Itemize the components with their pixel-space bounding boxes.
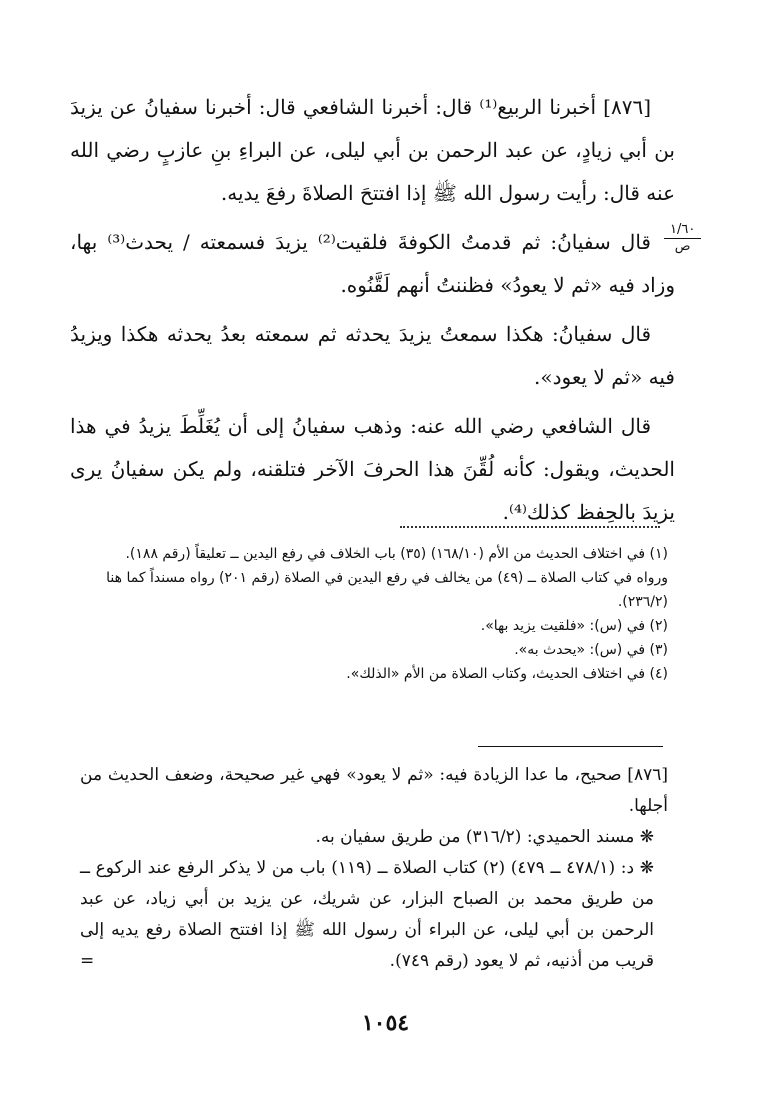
footnote-3: (٣) في (س): «يحدث به». [514,642,668,658]
commentary-separator [478,746,663,747]
abu-dawud-text: ❋ د: (٤٧٨/١ ــ ٤٧٩) (٢) كتاب الصلاة ــ (١١٩) باب من لا يذكر الرفع عند الركوع ــ من طريق محمد بن الصباح البزار، عن شريك، عن يزيد بن أبي زياد، عن عبد الرحمن بن أبي ليلى، عن البراء أن رسول الله ﷺ إذا افتتح الصلاة رفع يديه إلى قريب من أذنيه، ثم لا يعود (رقم ٧٤٩). [80,858,654,971]
manuscript-siglum: ص [674,239,691,254]
continuation-mark: = [80,951,95,971]
sufyan-paragraph-2: قال سفيانُ: هكذا سمعتُ يزيدَ يحدثه ثم سمعته بعدُ يحدثه هكذا ويزيدُ فيه «ثم لا يعود». [70,322,675,389]
main-text [70,86,675,540]
commentary-source-abu-dawud [80,853,668,977]
manuscript-folio: ١/٦٠ [664,222,701,239]
shafii-paragraph: قال الشافعي رضي الله عنه: وذهب سفيانُ إلى أن يُغَلِّطَ يزيدُ في هذا الحديث، ويقول: كأنه لُقِّنَ هذا الحرفَ الآخر فتلقنه، ولم يكن سفيانُ يرى يزيدَ بالحِفظ كذلك⁽⁴⁾. [70,414,675,524]
hadith-paragraph: [٨٧٦] أخبرنا الربيع⁽¹⁾ قال: أخبرنا الشافعي قال: أخبرنا سفيانُ عن يزيدَ بن أبي زيادٍ، عن عبد الرحمن بن أبي ليلى، عن البراءِ بنِ عازبٍ رضي الله عنه قال: رأيت رسول الله ﷺ إذا افتتحَ الصلاةَ رفعَ يديه. [70,95,675,205]
sufyan-paragraph-1: قال سفيانُ: ثم قدمتُ الكوفةَ فلقيت⁽²⁾ يزيدَ فسمعته / يحدث⁽³⁾ بها، وزاد فيه «ثم لا يعودُ» فظننتُ أنهم لَقَّنُوه. [70,230,675,297]
commentary-source-humaidi: ❋ مسند الحميدي: (٣١٦/٢) من طريق سفيان به. [315,827,654,847]
footnote-1: (١) في اختلاف الحديث من الأم (١٦٨/١٠) (٣٥) باب الخلاف في رفع اليدين ــ تعليقاً (رقم ١٨٨). [125,546,668,562]
manuscript-page-reference [664,222,701,255]
footnote-1-continuation: ورواه في كتاب الصلاة ــ (٤٩) من يخالف في رفع اليدين في الصلاة (رقم ٢٠١) رواه مسنداً كما هنا (٢٣٦/٢). [106,570,668,610]
footnote-2: (٢) في (س): «فلقيت يزيد بها». [480,618,668,634]
takhrij-commentary [80,760,668,977]
footnotes [78,542,668,686]
commentary-grading: [٨٧٦] صحيح، ما عدا الزيادة فيه: «ثم لا يعود» فهي غير صحيحة، وضعف الحديث من أجلها. [80,765,668,816]
footnote-separator [400,526,660,528]
footnote-4: (٤) في اختلاف الحديث، وكتاب الصلاة من الأم «الذلك». [346,666,668,682]
page-number: ١٠٥٤ [361,1010,410,1036]
